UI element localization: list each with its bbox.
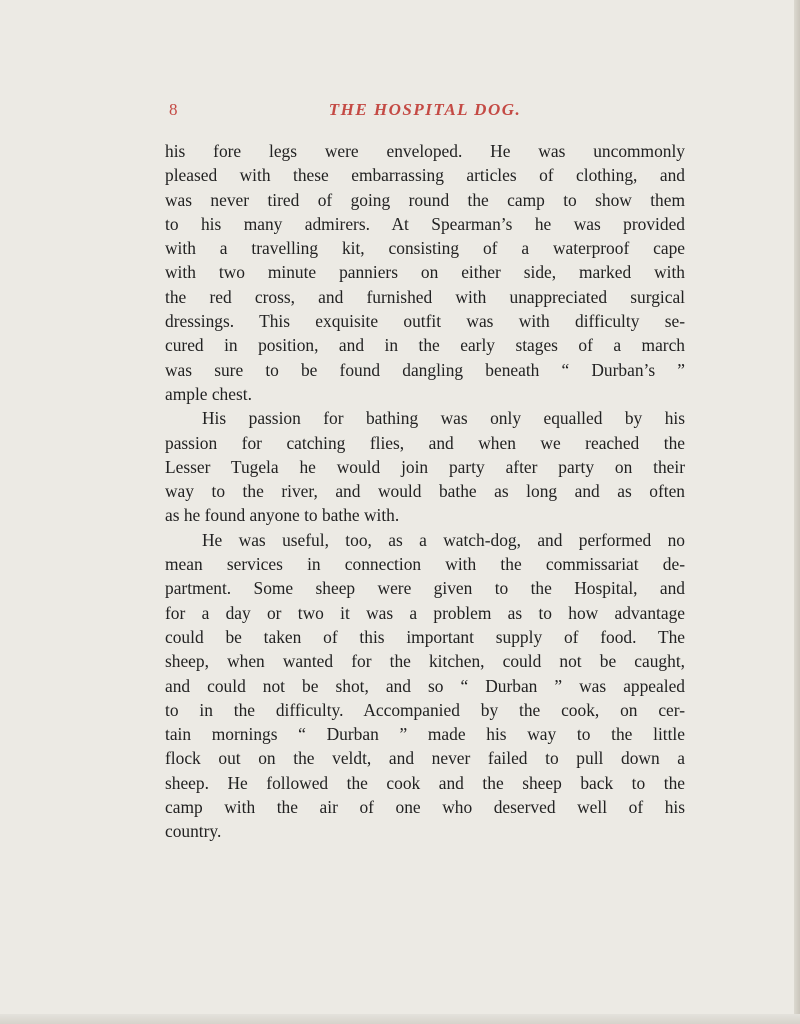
text-line: His passion for bathing was only equalled by his — [202, 408, 685, 429]
text-line: flock out on the veldt, and never failed to pull down a — [165, 748, 685, 769]
page-edge — [794, 0, 800, 1024]
page-header — [165, 100, 685, 124]
text-line: to in the difficulty. Accompanied by the cook, on cer- — [165, 699, 685, 720]
text-line: Lesser Tugela he would join party after party on their — [165, 456, 685, 477]
page-number: 8 — [169, 100, 178, 119]
page-bottom-edge — [0, 1014, 800, 1024]
text-line: could be taken of this important supply of food. The — [165, 626, 685, 647]
text-line: mean services in connection with the commissariat de- — [165, 554, 685, 575]
text-line: camp with the air of one who deserved well of his — [165, 797, 685, 818]
text-line: to his many admirers. At Spearman’s he was provided — [165, 213, 685, 234]
body-text — [165, 139, 685, 844]
text-line: as he found anyone to bathe with. — [165, 505, 400, 526]
text-line: sheep. He followed the cook and the sheep back to the — [165, 772, 685, 793]
text-line: was sure to be found dangling beneath “ Durban’s ” — [165, 359, 685, 380]
text-line: with two minute panniers on either side, marked with — [165, 262, 685, 283]
text-line: for a day or two it was a problem as to how advantage — [165, 602, 685, 623]
text-line: partment. Some sheep were given to the Hospital, and — [165, 578, 685, 599]
text-line: dressings. This exquisite outfit was with difficulty se- — [165, 311, 685, 332]
text-line: He was useful, too, as a watch-dog, and performed no — [202, 529, 685, 550]
text-line: country. — [165, 821, 222, 842]
text-line: way to the river, and would bathe as long and as often — [165, 481, 685, 502]
text-line: pleased with these embarrassing articles of clothing, and — [165, 165, 685, 186]
text-line: ample chest. — [165, 383, 252, 404]
running-title: THE HOSPITAL DOG. — [328, 100, 522, 119]
text-line: tain mornings “ Durban ” made his way to the little — [165, 724, 685, 745]
text-line: with a travelling kit, consisting of a waterproof cape — [165, 238, 685, 259]
text-line: cured in position, and in the early stages of a march — [165, 335, 685, 356]
text-line: the red cross, and furnished with unappreciated surgical — [165, 286, 685, 307]
text-line: and could not be shot, and so “ Durban ” was appealed — [165, 675, 685, 696]
text-line: sheep, when wanted for the kitchen, could not be caught, — [165, 651, 685, 672]
text-line: was never tired of going round the camp to show them — [165, 189, 685, 210]
text-line: his fore legs were enveloped. He was uncommonly — [165, 141, 685, 161]
text-line: passion for catching flies, and when we reached the — [165, 432, 685, 453]
